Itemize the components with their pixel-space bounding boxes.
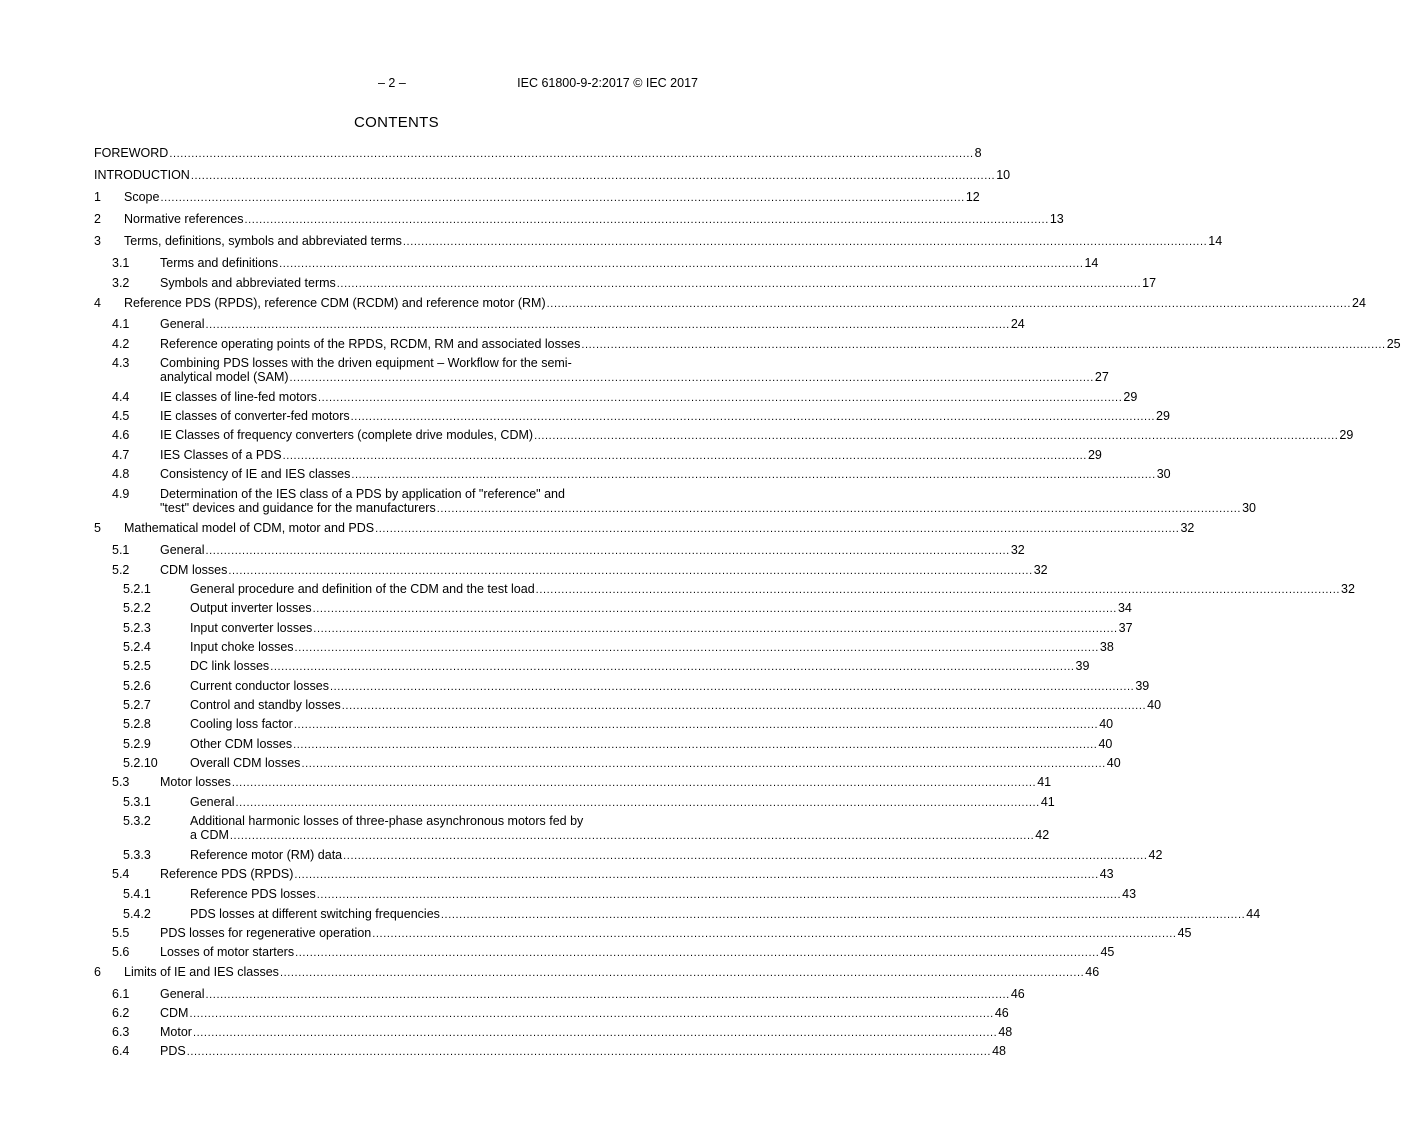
dot-leader: ............................................................................................................................................................................................................................ xyxy=(318,392,1123,404)
toc-entry-page: 40 xyxy=(1106,756,1121,770)
toc-entry-title: CDM xyxy=(160,1006,189,1020)
toc-entry-title: Control and standby losses xyxy=(190,698,341,712)
toc-entry-number: 3.1 xyxy=(112,256,130,270)
toc-entry-page: 40 xyxy=(1147,698,1162,712)
toc-entry-title: PDS losses at different switching frequencies xyxy=(190,907,440,921)
toc-entry-page: 25 xyxy=(1386,337,1401,351)
dot-leader: ............................................................................................................................................................................................................................ xyxy=(535,584,1341,596)
dot-leader: ............................................................................................................................................................................................................................ xyxy=(244,214,1049,226)
dot-leader: ............................................................................................................................................................................................................................ xyxy=(336,278,1142,290)
toc-entry-page: 8 xyxy=(974,146,982,160)
toc-entry-title: IES Classes of a PDS xyxy=(160,448,282,462)
toc-entry-title: Scope xyxy=(124,190,160,204)
toc-entry-page: 32 xyxy=(1180,521,1195,535)
toc-entry-title: IE Classes of frequency converters (complete drive modules, CDM) xyxy=(160,428,534,442)
toc-entry-title: Reference PDS (RPDS) xyxy=(160,867,294,881)
toc-entry-title: CDM losses xyxy=(160,563,228,577)
toc-entry-title: Losses of motor starters xyxy=(160,945,295,959)
toc-entry-title: Consistency of IE and IES classes xyxy=(160,467,351,481)
dot-leader: ............................................................................................................................................................................................................................ xyxy=(293,739,1098,751)
toc-entry-number: 6 xyxy=(94,965,101,979)
toc-entry-number: 5.2.3 xyxy=(123,621,151,635)
toc-entry-page: 42 xyxy=(1035,828,1050,842)
dot-leader: ............................................................................................................................................................................................................................ xyxy=(169,148,974,160)
toc-entry-number: 5.1 xyxy=(112,543,130,557)
toc-entry-title: Combining PDS losses with the driven equipment – Workflow for the semi- xyxy=(160,356,572,370)
toc-entry-number: 5.3.1 xyxy=(123,795,151,809)
dot-leader: ............................................................................................................................................................................................................................ xyxy=(440,909,1246,921)
document-reference: IEC 61800-9-2:2017 © IEC 2017 xyxy=(517,76,698,90)
toc-entry-number: 5.2 xyxy=(112,563,130,577)
toc-entry-title: Motor losses xyxy=(160,775,231,789)
toc-entry-page: 46 xyxy=(1085,965,1100,979)
toc-entry-page: 39 xyxy=(1075,659,1090,673)
toc-entry-page: 40 xyxy=(1098,737,1113,751)
toc-entry-title: Output inverter losses xyxy=(190,601,312,615)
toc-entry-number: 5.3 xyxy=(112,775,130,789)
toc-entry-page: 30 xyxy=(1156,467,1171,481)
toc-entry-title: Mathematical model of CDM, motor and PDS xyxy=(124,521,375,535)
toc-entry-page: 38 xyxy=(1099,640,1114,654)
toc-entry-number: 5.2.4 xyxy=(123,640,151,654)
toc-entry-page: 29 xyxy=(1087,448,1102,462)
dot-leader: ............................................................................................................................................................................................................................ xyxy=(229,830,1035,842)
toc-entry-number: 5.2.5 xyxy=(123,659,151,673)
toc-entry-number: 6.3 xyxy=(112,1025,130,1039)
toc-entry-page: 24 xyxy=(1352,296,1366,310)
toc-entry-page: 14 xyxy=(1084,256,1099,270)
toc-entry-page: 42 xyxy=(1148,848,1163,862)
toc-entry-number: 6.1 xyxy=(112,987,130,1001)
toc-entry-page: 29 xyxy=(1339,428,1354,442)
toc-entry-title: PDS losses for regenerative operation xyxy=(160,926,372,940)
toc-entry-title-continued: "test" devices and guidance for the manufacturers xyxy=(160,501,436,515)
toc-entry-title: IE classes of line-fed motors xyxy=(160,390,318,404)
dot-leader: ............................................................................................................................................................................................................................ xyxy=(205,545,1010,557)
toc-entry-title: FOREWORD xyxy=(94,146,169,160)
dot-leader: ............................................................................................................................................................................................................................ xyxy=(372,928,1177,940)
dot-leader: ............................................................................................................................................................................................................................ xyxy=(205,319,1010,331)
toc-entry-number: 5.2.2 xyxy=(123,601,151,615)
toc-entry-title: Symbols and abbreviated terms xyxy=(160,276,336,290)
dot-leader: ............................................................................................................................................................................................................................ xyxy=(294,642,1099,654)
toc-entry-number: 5.6 xyxy=(112,945,130,959)
toc-entry-title: General procedure and definition of the CDM and the test load xyxy=(190,582,535,596)
toc-entry-page: 41 xyxy=(1040,795,1055,809)
toc-entry-number: 6.4 xyxy=(112,1044,130,1058)
toc-entry-number: 4.1 xyxy=(112,317,130,331)
toc-entry-title: DC link losses xyxy=(190,659,270,673)
toc-entry-page: 12 xyxy=(965,190,980,204)
toc-entry-title: Reference PDS (RPDS), reference CDM (RCDM) and reference motor (RM) xyxy=(124,296,546,310)
toc-entry-page: 48 xyxy=(998,1025,1013,1039)
dot-leader: ............................................................................................................................................................................................................................ xyxy=(581,339,1386,351)
toc-entry-title: Limits of IE and IES classes xyxy=(124,965,279,979)
dot-leader: ............................................................................................................................................................................................................................ xyxy=(192,1027,998,1039)
toc-entry-number: 5.2.8 xyxy=(123,717,151,731)
toc-entry-page: 46 xyxy=(994,1006,1009,1020)
toc-entry-title-continued: a CDM xyxy=(190,828,229,842)
toc-entry-number: 5.4.2 xyxy=(123,907,151,921)
toc-entry-number: 5.3.3 xyxy=(123,848,151,862)
toc-entry-page: 14 xyxy=(1208,234,1223,248)
toc-entry-page: 13 xyxy=(1049,212,1064,226)
toc-entry-number: 4.7 xyxy=(112,448,130,462)
toc-entry-page: 41 xyxy=(1037,775,1052,789)
page-title: CONTENTS xyxy=(354,114,439,131)
toc-entry-title: IE classes of converter-fed motors xyxy=(160,409,350,423)
toc-entry-page: 46 xyxy=(1010,987,1025,1001)
page-header xyxy=(370,76,698,92)
toc-entry-number: 3.2 xyxy=(112,276,130,290)
toc-entry-page: 32 xyxy=(1033,563,1048,577)
toc-entry-page: 45 xyxy=(1177,926,1192,940)
dot-leader: ............................................................................................................................................................................................................................ xyxy=(186,1046,992,1058)
toc-entry-page: 39 xyxy=(1135,679,1150,693)
toc-entry-title: Terms and definitions xyxy=(160,256,279,270)
toc-entry-page: 29 xyxy=(1156,409,1170,423)
dot-leader: ............................................................................................................................................................................................................................ xyxy=(279,967,1085,979)
toc-entry-page: 40 xyxy=(1099,717,1114,731)
dot-leader: ............................................................................................................................................................................................................................ xyxy=(289,372,1094,384)
toc-entry-page: 32 xyxy=(1341,582,1355,596)
toc-entry-title: Additional harmonic losses of three-phase asynchronous motors fed by xyxy=(190,814,584,828)
dot-leader: ............................................................................................................................................................................................................................ xyxy=(329,681,1135,693)
toc-entry-title: General xyxy=(190,795,235,809)
toc-entry-number: 5.2.1 xyxy=(123,582,151,596)
toc-entry-page: 34 xyxy=(1117,601,1132,615)
toc-entry-number: 4.9 xyxy=(112,487,130,501)
toc-entry-title-continued: analytical model (SAM) xyxy=(160,370,289,384)
toc-entry-page: 48 xyxy=(992,1044,1006,1058)
toc-entry-page: 32 xyxy=(1010,543,1025,557)
toc-entry-number: 4 xyxy=(94,296,101,310)
toc-entry-title: Reference PDS losses xyxy=(190,887,316,901)
toc-entry-number: 4.4 xyxy=(112,390,130,404)
toc-entry-page: 37 xyxy=(1118,621,1133,635)
toc-entry-number: 4.3 xyxy=(112,356,130,370)
dot-leader: ............................................................................................................................................................................................................................ xyxy=(270,661,1075,673)
toc-entry-title: General xyxy=(160,987,205,1001)
dot-leader: ............................................................................................................................................................................................................................ xyxy=(546,298,1351,310)
toc-entry-title: Reference motor (RM) data xyxy=(190,848,343,862)
toc-entry-number: 5.2.10 xyxy=(123,756,158,770)
toc-entry-title: Input converter losses xyxy=(190,621,313,635)
toc-entry-title: General xyxy=(160,543,205,557)
dot-leader: ............................................................................................................................................................................................................................ xyxy=(235,797,1040,809)
dot-leader: ............................................................................................................................................................................................................................ xyxy=(282,450,1087,462)
toc-entry-page: 30 xyxy=(1242,501,1256,515)
toc-entry-title: Other CDM losses xyxy=(190,737,293,751)
toc-entry-page: 43 xyxy=(1122,887,1137,901)
dot-leader: ............................................................................................................................................................................................................................ xyxy=(295,947,1100,959)
toc-entry-page: 43 xyxy=(1099,867,1114,881)
dot-leader: ............................................................................................................................................................................................................................ xyxy=(534,430,1339,442)
dot-leader: ............................................................................................................................................................................................................................ xyxy=(375,523,1180,535)
toc-entry-title: Current conductor losses xyxy=(190,679,329,693)
dot-leader: ............................................................................................................................................................................................................................ xyxy=(205,989,1010,1001)
toc-entry-page: 45 xyxy=(1100,945,1115,959)
dot-leader: ............................................................................................................................................................................................................................ xyxy=(228,565,1033,577)
toc-entry-number: 6.2 xyxy=(112,1006,130,1020)
toc-entry-title: Motor xyxy=(160,1025,192,1039)
dot-leader: ............................................................................................................................................................................................................................ xyxy=(293,719,1099,731)
dot-leader: ............................................................................................................................................................................................................................ xyxy=(231,777,1037,789)
toc-entry-number: 2 xyxy=(94,212,101,226)
toc-entry-page: 10 xyxy=(996,168,1011,182)
dot-leader: ............................................................................................................................................................................................................................ xyxy=(301,758,1106,770)
dot-leader: ............................................................................................................................................................................................................................ xyxy=(189,1008,994,1020)
toc-entry-title: Input choke losses xyxy=(190,640,294,654)
toc-entry-number: 5.5 xyxy=(112,926,130,940)
toc-entry-number: 5.2.9 xyxy=(123,737,151,751)
toc-entry-title: Terms, definitions, symbols and abbreviated terms xyxy=(124,234,402,248)
toc-entry-page: 44 xyxy=(1246,907,1261,921)
dot-leader: ............................................................................................................................................................................................................................ xyxy=(343,850,1148,862)
toc-entry-page: 17 xyxy=(1142,276,1157,290)
toc-entry-title: Reference operating points of the RPDS, RCDM, RM and associated losses xyxy=(160,337,581,351)
dot-leader: ............................................................................................................................................................................................................................ xyxy=(316,889,1122,901)
toc-entry-number: 5.2.6 xyxy=(123,679,151,693)
toc-entry-title: General xyxy=(160,317,205,331)
toc-entry-number: 5.3.2 xyxy=(123,814,151,828)
dot-leader: ............................................................................................................................................................................................................................ xyxy=(279,258,1084,270)
dot-leader: ............................................................................................................................................................................................................................ xyxy=(160,192,965,204)
toc-entry-title: PDS xyxy=(160,1044,186,1058)
dot-leader: ............................................................................................................................................................................................................................ xyxy=(351,469,1156,481)
toc-entry-number: 1 xyxy=(94,190,101,204)
toc-entry-title: Determination of the IES class of a PDS by application of "reference" and xyxy=(160,487,565,501)
toc-entry-number: 4.2 xyxy=(112,337,130,351)
toc-entry-title: INTRODUCTION xyxy=(94,168,190,182)
toc-entry-title: Cooling loss factor xyxy=(190,717,293,731)
toc-entry-title: Normative references xyxy=(124,212,244,226)
toc-entry-number: 3 xyxy=(94,234,101,248)
page-number: – 2 – xyxy=(378,76,406,90)
toc-entry-number: 5.2.7 xyxy=(123,698,151,712)
dot-leader: ............................................................................................................................................................................................................................ xyxy=(190,170,996,182)
toc-entry-number: 4.5 xyxy=(112,409,130,423)
toc-entry-number: 5.4.1 xyxy=(123,887,151,901)
dot-leader: ............................................................................................................................................................................................................................ xyxy=(341,700,1147,712)
dot-leader: ............................................................................................................................................................................................................................ xyxy=(294,869,1099,881)
dot-leader: ............................................................................................................................................................................................................................ xyxy=(313,623,1118,635)
dot-leader: ............................................................................................................................................................................................................................ xyxy=(436,503,1242,515)
toc-entry-number: 5.4 xyxy=(112,867,130,881)
toc-entry-number: 4.8 xyxy=(112,467,130,481)
toc-entry-page: 27 xyxy=(1094,370,1109,384)
toc-entry-page: 24 xyxy=(1010,317,1025,331)
toc-entry-number: 5 xyxy=(94,521,101,535)
toc-entry-page: 29 xyxy=(1123,390,1138,404)
dot-leader: ............................................................................................................................................................................................................................ xyxy=(350,411,1156,423)
toc-entry-number: 4.6 xyxy=(112,428,130,442)
toc-entry-title: Overall CDM losses xyxy=(190,756,301,770)
dot-leader: ............................................................................................................................................................................................................................ xyxy=(402,236,1208,248)
dot-leader: ............................................................................................................................................................................................................................ xyxy=(312,603,1117,615)
